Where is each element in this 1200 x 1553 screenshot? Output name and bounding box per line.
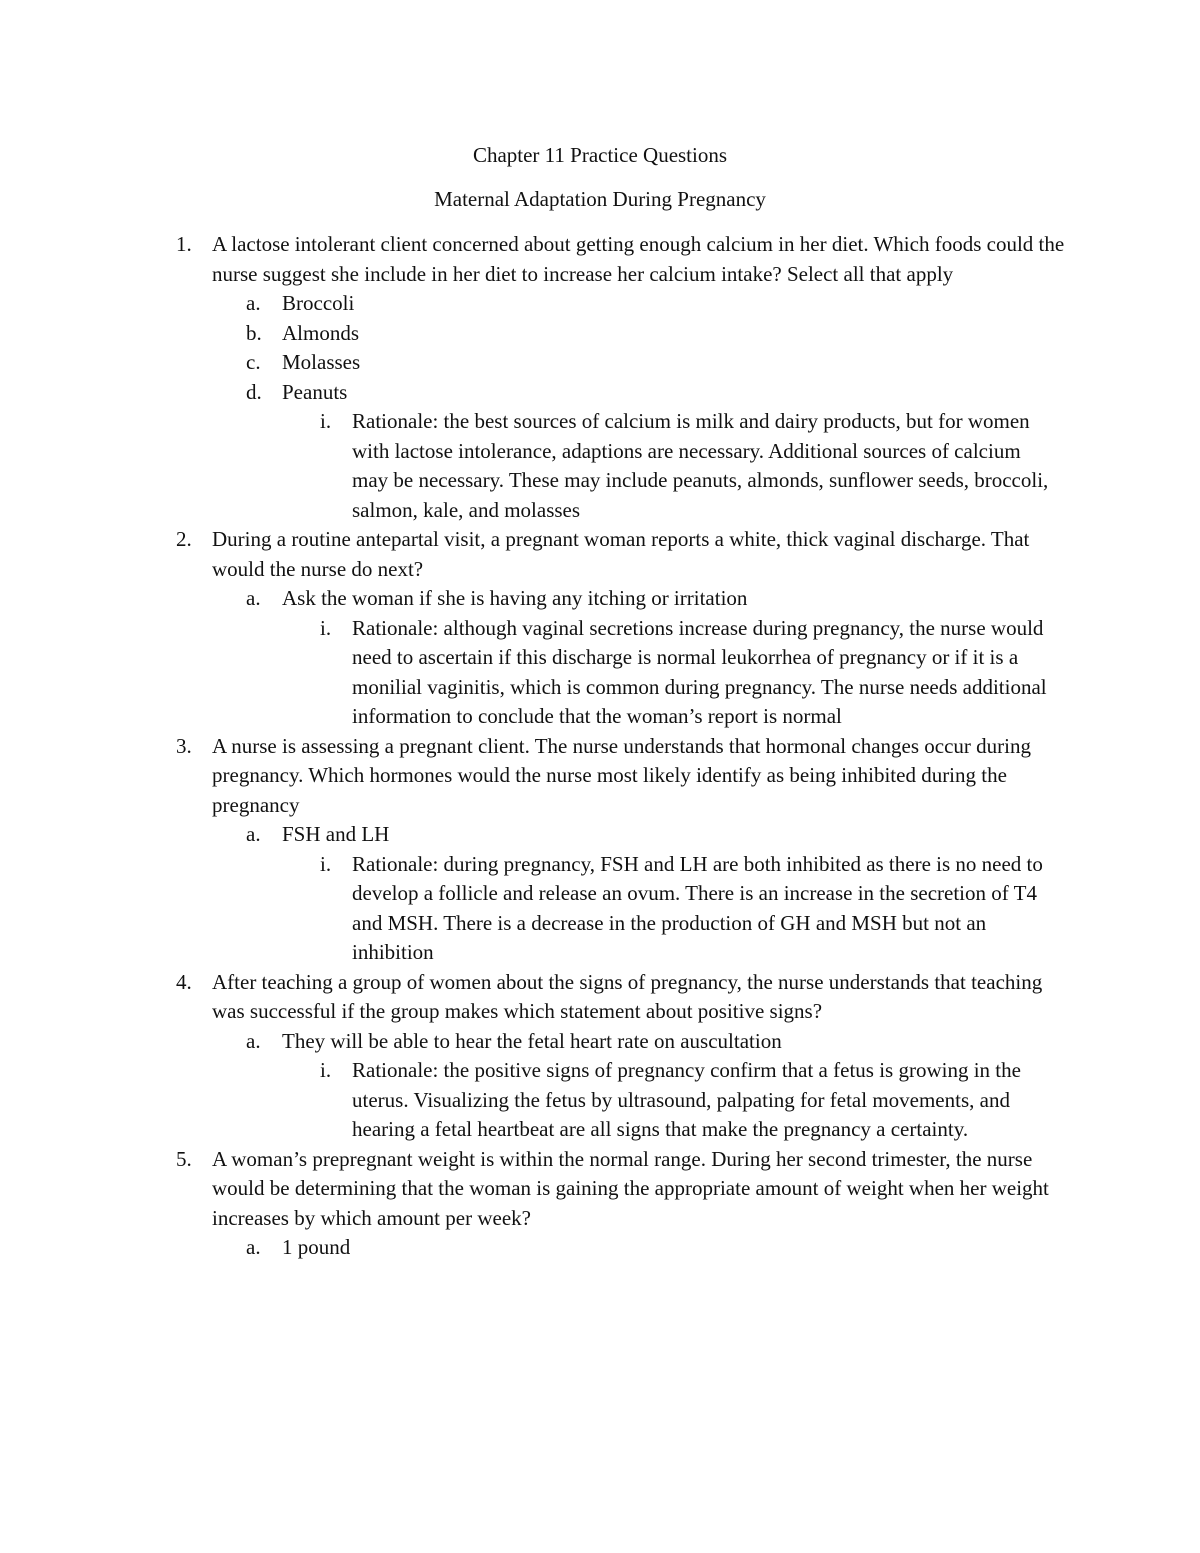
- question-number: 3.: [176, 733, 192, 758]
- rationale: [282, 614, 1070, 732]
- option-text: Almonds: [282, 320, 360, 345]
- option-letter: a.: [246, 291, 261, 315]
- question-item: [0, 1145, 1200, 1263]
- option-letter: a.: [246, 822, 261, 846]
- answer-options: [212, 289, 1070, 525]
- option-letter: a.: [246, 1028, 261, 1053]
- option-letter: a.: [246, 586, 261, 610]
- rationale: [282, 407, 1070, 525]
- question-number: 1.: [176, 232, 192, 256]
- question-text: After teaching a group of women about the signs of pregnancy, the nurse understands that teaching was successful if the group makes which statement about positive signs?: [212, 969, 1043, 1023]
- answer-option: [212, 820, 1070, 968]
- rationale-text: Rationale: the positive signs of pregnancy confirm that a fetus is growing in the uterus. Visualizing the fetus by ultrasound, palpating for fetal movements, and hearing a fetal heartbeat are all signs that make the pregnancy a certainty.: [352, 1058, 1021, 1141]
- option-letter: c.: [246, 350, 261, 374]
- rationale: [282, 850, 1070, 968]
- question-number: 2.: [176, 527, 192, 551]
- question-text: During a routine antepartal visit, a pregnant woman reports a white, thick vaginal discharge. That would the nurse do next?: [212, 527, 1030, 581]
- question-item: [0, 230, 1200, 525]
- rationale-list: [282, 850, 1070, 968]
- answer-option: [212, 289, 1070, 319]
- answer-option: [212, 319, 1070, 349]
- question-number: 5.: [176, 1146, 192, 1171]
- rationale-list: [282, 1056, 1070, 1145]
- rationale-text: Rationale: although vaginal secretions increase during pregnancy, the nurse would need to ascertain if this discharge is normal leukorrhea of pregnancy or if it is a monilial vaginitis, which is common during pregnancy. The nurse needs additional information to conclude that the woman’s report is normal: [352, 615, 1047, 728]
- question-text: A woman’s prepregnant weight is within the normal range. During her second trimester, the nurse would be determining that the woman is gaining the appropriate amount of weight when her weight increases by which amount per week?: [212, 1146, 1049, 1230]
- question-text: A nurse is assessing a pregnant client. The nurse understands that hormonal changes occur during pregnancy. Which hormones would the nurse most likely identify as being inhibited during the pregnancy: [212, 733, 1031, 817]
- option-text: 1 pound: [282, 1235, 351, 1259]
- question-text: A lactose intolerant client concerned about getting enough calcium in her diet. Which foods could the nurse suggest she include in her diet to increase her calcium intake? Select all that apply: [212, 232, 1065, 286]
- rationale-numeral: i.: [320, 851, 332, 876]
- option-text: Molasses: [282, 350, 361, 374]
- option-text: Broccoli: [282, 291, 355, 315]
- document-subtitle: Maternal Adaptation During Pregnancy: [434, 187, 766, 211]
- option-text: They will be able to hear the fetal heart rate on auscultation: [282, 1028, 782, 1053]
- question-item: [0, 968, 1200, 1145]
- question-item: [0, 732, 1200, 968]
- option-letter: b.: [246, 320, 262, 345]
- answer-options: [212, 1027, 1070, 1145]
- answer-option: [212, 584, 1070, 732]
- rationale-list: [282, 407, 1070, 525]
- rationale-numeral: i.: [320, 615, 332, 640]
- answer-option: [212, 1027, 1070, 1145]
- answer-option: [212, 348, 1070, 378]
- rationale-list: [282, 614, 1070, 732]
- rationale-numeral: i.: [320, 1058, 332, 1082]
- option-text: Ask the woman if she is having any itching or irritation: [282, 586, 748, 610]
- answer-option: [212, 1233, 1070, 1263]
- option-text: FSH and LH: [282, 822, 390, 846]
- answer-options: [212, 1233, 1070, 1263]
- answer-options: [212, 584, 1070, 732]
- rationale-numeral: i.: [320, 409, 332, 433]
- document-title: Chapter 11 Practice Questions: [472, 143, 728, 167]
- rationale-text: Rationale: the best sources of calcium is milk and dairy products, but for women with lactose intolerance, adaptions are necessary. Additional sources of calcium may be necessary. These may include peanuts, almonds, sunflower seeds, broccoli, salmon, kale, and molasses: [352, 409, 1049, 522]
- rationale: [282, 1056, 1070, 1145]
- option-letter: d.: [246, 379, 262, 404]
- answer-options: [212, 820, 1070, 968]
- question-item: [0, 525, 1200, 732]
- rationale-text: Rationale: during pregnancy, FSH and LH are both inhibited as there is no need to develop a follicle and release an ovum. There is an increase in the secretion of T4 and MSH. There is a decrease in the production of GH and MSH but not an inhibition: [352, 851, 1043, 964]
- option-letter: a.: [246, 1235, 261, 1259]
- option-text: Peanuts: [282, 379, 348, 404]
- question-number: 4.: [176, 969, 192, 994]
- question-list: [0, 230, 1200, 1263]
- answer-option: [212, 378, 1070, 526]
